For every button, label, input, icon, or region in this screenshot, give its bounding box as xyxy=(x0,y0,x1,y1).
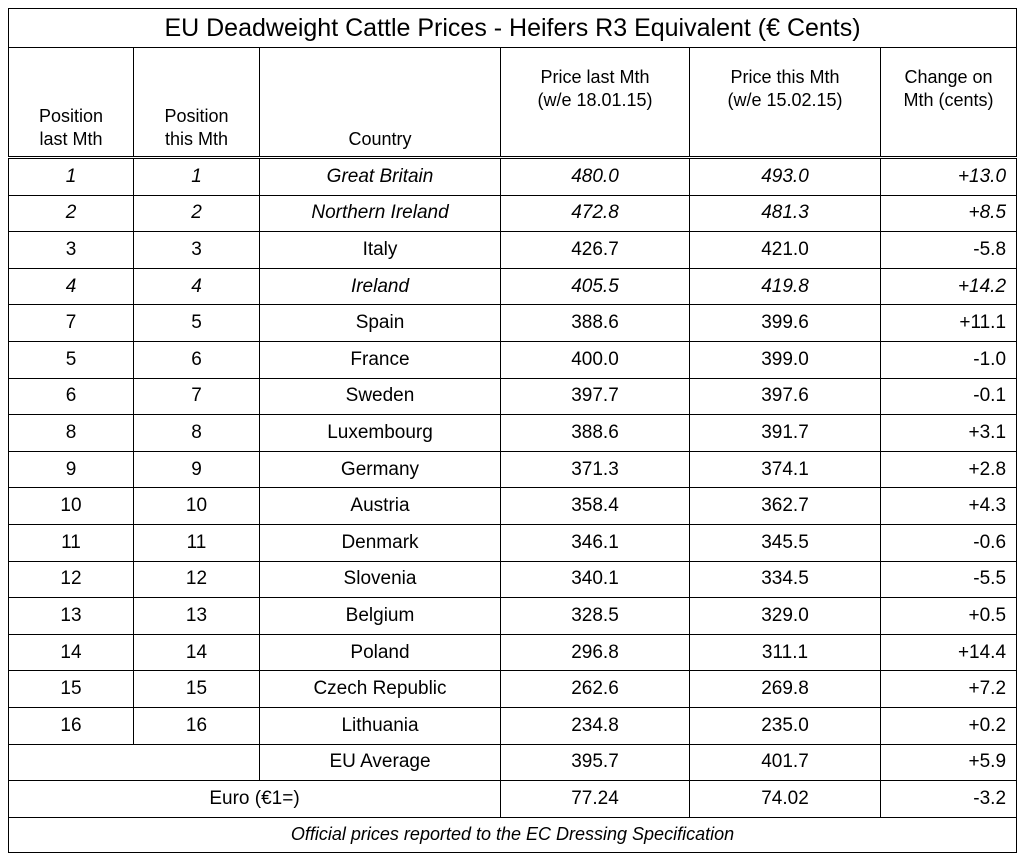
cell-change: -5.8 xyxy=(881,232,1017,269)
cell-change: -1.0 xyxy=(881,341,1017,378)
cell-price-this: 397.6 xyxy=(690,378,881,415)
header-change: Change on Mth (cents) xyxy=(881,48,1017,158)
footnote: Official prices reported to the EC Dressing Specification xyxy=(9,817,1017,852)
eu-average-label: EU Average xyxy=(260,744,501,781)
cell-position-last: 4 xyxy=(9,268,134,305)
cell-country: Austria xyxy=(260,488,501,525)
cell-position-this: 4 xyxy=(134,268,260,305)
table-row xyxy=(9,671,1017,708)
cell-price-this: 329.0 xyxy=(690,598,881,635)
cell-price-this: 345.5 xyxy=(690,524,881,561)
cell-country: Germany xyxy=(260,451,501,488)
cell-price-last: 388.6 xyxy=(501,415,690,452)
header-price-this: Price this Mth (w/e 15.02.15) xyxy=(690,48,881,158)
cell-position-this: 8 xyxy=(134,415,260,452)
table-title: EU Deadweight Cattle Prices - Heifers R3 Equivalent (€ Cents) xyxy=(9,9,1017,48)
header-price-last: Price last Mth (w/e 18.01.15) xyxy=(501,48,690,158)
cell-price-last: 397.7 xyxy=(501,378,690,415)
eu-average-blank xyxy=(9,744,260,781)
cell-position-this: 6 xyxy=(134,341,260,378)
cell-position-last: 11 xyxy=(9,524,134,561)
table-row xyxy=(9,488,1017,525)
cell-position-this: 2 xyxy=(134,195,260,232)
cell-change: -0.6 xyxy=(881,524,1017,561)
cell-price-last: 405.5 xyxy=(501,268,690,305)
cell-position-this: 12 xyxy=(134,561,260,598)
cell-change: +4.3 xyxy=(881,488,1017,525)
cell-position-last: 10 xyxy=(9,488,134,525)
cell-price-this: 399.6 xyxy=(690,305,881,342)
cell-position-last: 9 xyxy=(9,451,134,488)
cell-price-last: 371.3 xyxy=(501,451,690,488)
cell-position-this: 5 xyxy=(134,305,260,342)
cell-position-this: 15 xyxy=(134,671,260,708)
cell-change: +14.4 xyxy=(881,634,1017,671)
cell-price-last: 234.8 xyxy=(501,707,690,744)
cell-country: Poland xyxy=(260,634,501,671)
cell-country: Lithuania xyxy=(260,707,501,744)
cell-position-this: 13 xyxy=(134,598,260,635)
cell-position-this: 1 xyxy=(134,158,260,196)
eu-average-price-this: 401.7 xyxy=(690,744,881,781)
cell-price-last: 388.6 xyxy=(501,305,690,342)
cell-change: -5.5 xyxy=(881,561,1017,598)
table-row xyxy=(9,305,1017,342)
cell-price-last: 328.5 xyxy=(501,598,690,635)
table-row xyxy=(9,341,1017,378)
cell-price-this: 421.0 xyxy=(690,232,881,269)
cell-price-this: 269.8 xyxy=(690,671,881,708)
cell-country: Slovenia xyxy=(260,561,501,598)
cell-position-last: 12 xyxy=(9,561,134,598)
table-row xyxy=(9,232,1017,269)
table-row xyxy=(9,415,1017,452)
table-row xyxy=(9,707,1017,744)
cell-position-last: 1 xyxy=(9,158,134,196)
cell-price-this: 481.3 xyxy=(690,195,881,232)
cell-position-last: 3 xyxy=(9,232,134,269)
cell-position-last: 5 xyxy=(9,341,134,378)
cell-country: Ireland xyxy=(260,268,501,305)
cell-position-this: 14 xyxy=(134,634,260,671)
cell-change: +2.8 xyxy=(881,451,1017,488)
table-row xyxy=(9,524,1017,561)
euro-row xyxy=(9,781,1017,818)
cell-change: +0.5 xyxy=(881,598,1017,635)
cell-change: +13.0 xyxy=(881,158,1017,196)
cell-price-last: 340.1 xyxy=(501,561,690,598)
cell-position-this: 16 xyxy=(134,707,260,744)
cell-position-last: 8 xyxy=(9,415,134,452)
cell-country: France xyxy=(260,341,501,378)
cell-price-last: 346.1 xyxy=(501,524,690,561)
cell-position-last: 7 xyxy=(9,305,134,342)
cell-position-last: 16 xyxy=(9,707,134,744)
cell-price-last: 296.8 xyxy=(501,634,690,671)
cell-country: Great Britain xyxy=(260,158,501,196)
cell-price-this: 493.0 xyxy=(690,158,881,196)
euro-label: Euro (€1=) xyxy=(9,781,501,818)
cell-price-this: 311.1 xyxy=(690,634,881,671)
euro-price-last: 77.24 xyxy=(501,781,690,818)
table-row xyxy=(9,451,1017,488)
footnote-row xyxy=(9,817,1017,852)
cell-position-this: 7 xyxy=(134,378,260,415)
cell-price-this: 419.8 xyxy=(690,268,881,305)
euro-price-this: 74.02 xyxy=(690,781,881,818)
cell-change: +7.2 xyxy=(881,671,1017,708)
cell-position-this: 3 xyxy=(134,232,260,269)
cell-position-last: 14 xyxy=(9,634,134,671)
cell-country: Sweden xyxy=(260,378,501,415)
cell-position-last: 13 xyxy=(9,598,134,635)
cell-price-last: 262.6 xyxy=(501,671,690,708)
table-row xyxy=(9,158,1017,196)
cell-country: Belgium xyxy=(260,598,501,635)
cell-price-last: 400.0 xyxy=(501,341,690,378)
euro-change: -3.2 xyxy=(881,781,1017,818)
header-position-this: Position this Mth xyxy=(134,48,260,158)
cell-price-last: 358.4 xyxy=(501,488,690,525)
eu-average-change: +5.9 xyxy=(881,744,1017,781)
cell-price-this: 391.7 xyxy=(690,415,881,452)
eu-average-price-last: 395.7 xyxy=(501,744,690,781)
cell-price-this: 399.0 xyxy=(690,341,881,378)
cell-change: +11.1 xyxy=(881,305,1017,342)
cell-change: +14.2 xyxy=(881,268,1017,305)
cell-country: Spain xyxy=(260,305,501,342)
cell-country: Italy xyxy=(260,232,501,269)
table-row xyxy=(9,561,1017,598)
cell-price-last: 472.8 xyxy=(501,195,690,232)
cell-price-this: 362.7 xyxy=(690,488,881,525)
cell-price-this: 235.0 xyxy=(690,707,881,744)
cell-change: +3.1 xyxy=(881,415,1017,452)
cell-position-this: 11 xyxy=(134,524,260,561)
cell-change: +8.5 xyxy=(881,195,1017,232)
cattle-prices-table xyxy=(8,8,1017,853)
table-row xyxy=(9,634,1017,671)
cell-position-this: 9 xyxy=(134,451,260,488)
cell-price-last: 480.0 xyxy=(501,158,690,196)
cell-price-this: 334.5 xyxy=(690,561,881,598)
eu-average-row xyxy=(9,744,1017,781)
header-country: Country xyxy=(260,48,501,158)
cell-position-last: 6 xyxy=(9,378,134,415)
cell-position-last: 15 xyxy=(9,671,134,708)
cell-position-this: 10 xyxy=(134,488,260,525)
table-row xyxy=(9,268,1017,305)
cell-price-last: 426.7 xyxy=(501,232,690,269)
cell-country: Denmark xyxy=(260,524,501,561)
cell-country: Luxembourg xyxy=(260,415,501,452)
table-row xyxy=(9,195,1017,232)
cell-change: -0.1 xyxy=(881,378,1017,415)
cell-country: Czech Republic xyxy=(260,671,501,708)
cell-change: +0.2 xyxy=(881,707,1017,744)
cell-country: Northern Ireland xyxy=(260,195,501,232)
header-position-last: Position last Mth xyxy=(9,48,134,158)
cell-price-this: 374.1 xyxy=(690,451,881,488)
table-row xyxy=(9,378,1017,415)
cell-position-last: 2 xyxy=(9,195,134,232)
header-row xyxy=(9,48,1017,158)
table-row xyxy=(9,598,1017,635)
